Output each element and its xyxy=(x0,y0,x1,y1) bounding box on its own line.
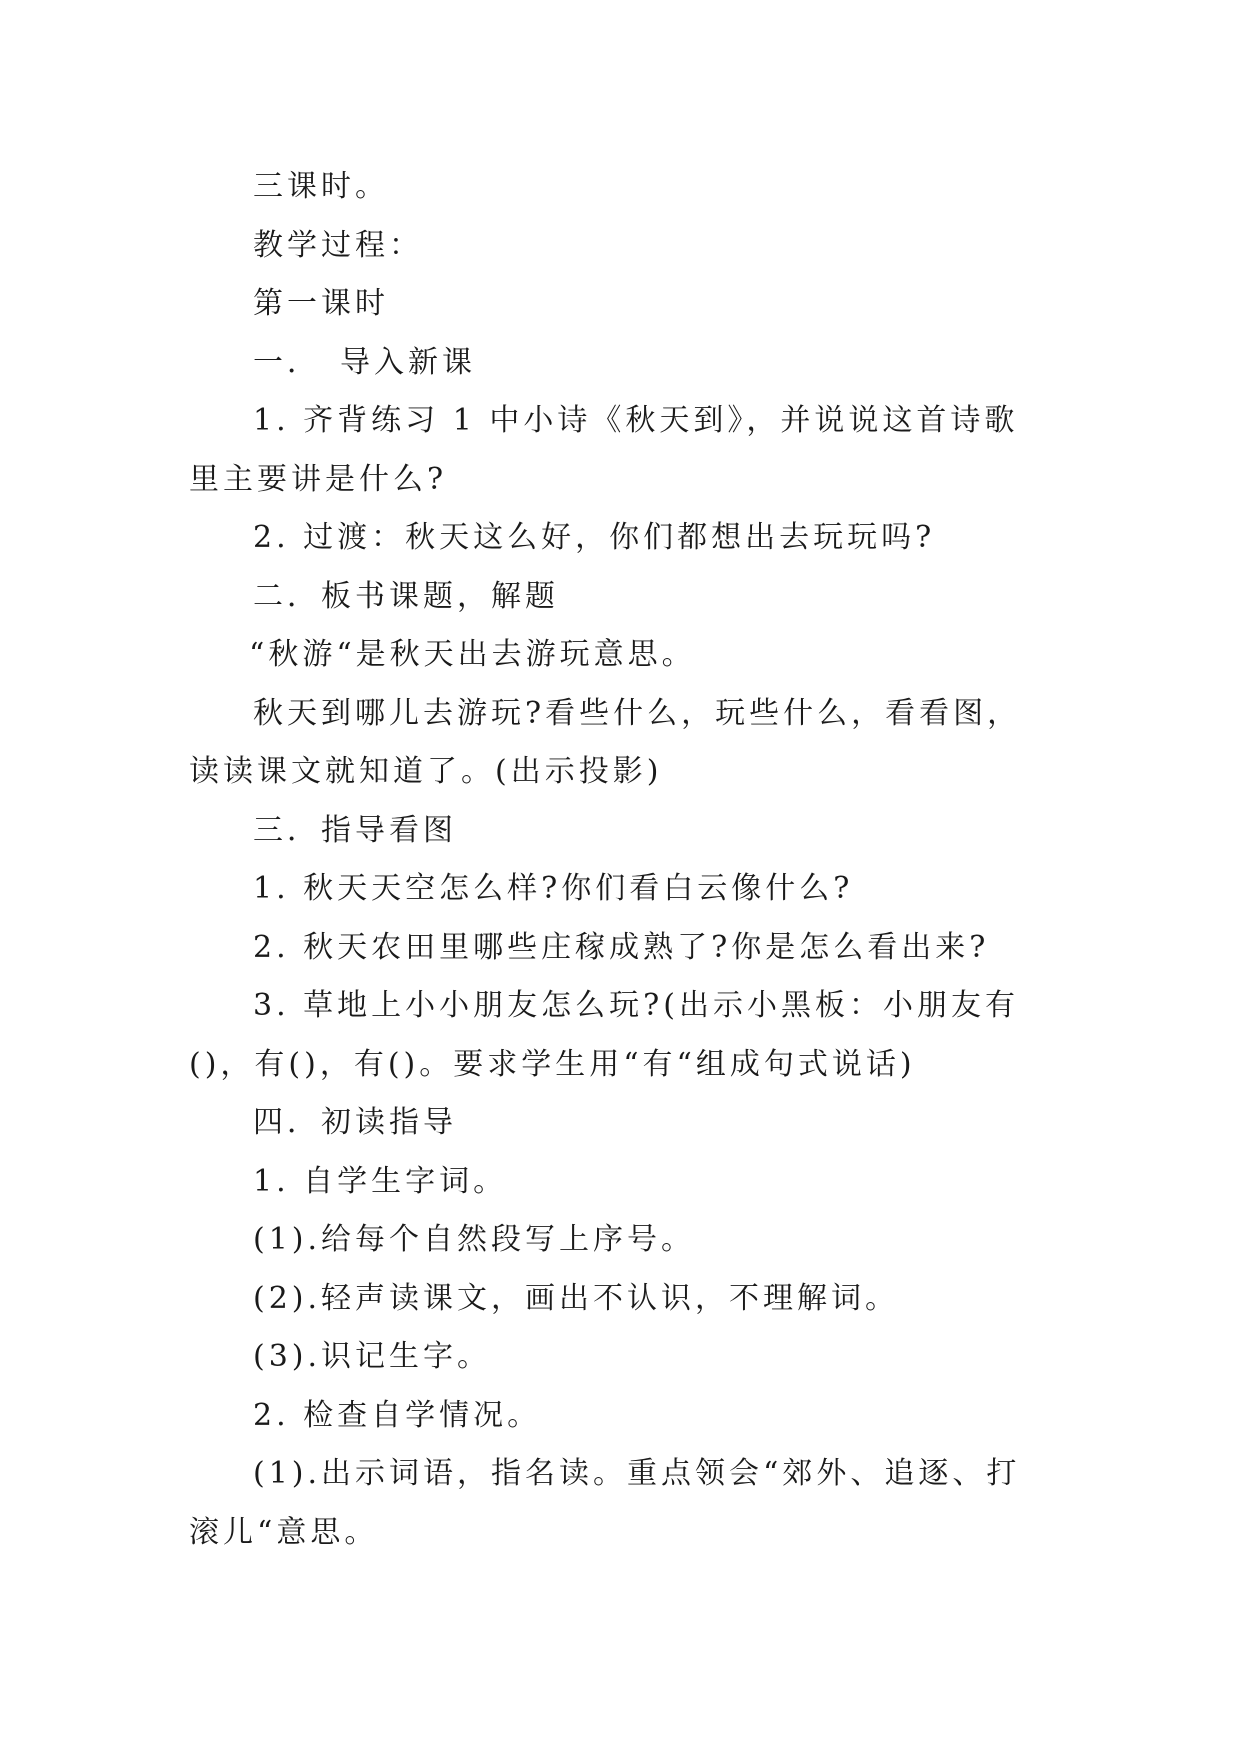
paragraph-check-study: 2. 检查自学情况。 xyxy=(253,1397,542,1433)
paragraph-where-to-go: 秋天到哪儿去游玩?看些什么，玩些什么，看看图，读读课文就知道了。(出示投影) xyxy=(189,695,1022,789)
paragraph-transition: 2. 过渡：秋天这么好，你们都想出去玩玩吗? xyxy=(253,520,936,555)
paragraph-show-words: (1).出示词语，指名读。重点领会“郊外、追逐、打滚儿“意思。 xyxy=(189,1456,1021,1550)
paragraph-teaching-process: 教学过程： xyxy=(253,227,423,263)
section-heading-first-reading: 四．初读指导 xyxy=(253,1105,457,1140)
paragraph-autumn-outing: “秋游“是秋天出去游玩意思。 xyxy=(249,637,696,672)
section-heading-intro: 一． 导入新课 xyxy=(253,344,476,380)
section-heading-title: 二．板书课题，解题 xyxy=(253,578,559,614)
paragraph-class-hours: 三课时。 xyxy=(253,169,389,204)
paragraph-sky-question: 1. 秋天天空怎么样?你们看白云像什么? xyxy=(253,871,854,906)
paragraph-number-sections: (1).给每个自然段写上序号。 xyxy=(253,1222,696,1257)
paragraph-crops-question: 2. 秋天农田里哪些庄稼成熟了?你是怎么看出来? xyxy=(253,929,990,965)
paragraph-read-softly: (2).轻声读课文，画出不认识，不理解词。 xyxy=(253,1280,900,1316)
paragraph-first-lesson: 第一课时 xyxy=(253,286,389,321)
section-heading-picture: 三．指导看图 xyxy=(253,812,457,848)
document-body xyxy=(189,158,1049,1562)
paragraph-grass-question: 3. 草地上小小朋友怎么玩?(出示小黑板：小朋友有()，有()，有()。要求学生用“有“组成句式说话) xyxy=(189,988,1019,1082)
paragraph-self-study: 1. 自学生字词。 xyxy=(253,1163,508,1199)
paragraph-memorize-words: (3).识记生字。 xyxy=(253,1339,492,1374)
paragraph-recite-poem: 1. 齐背练习 1 中小诗《秋天到》，并说说这首诗歌里主要讲是什么? xyxy=(189,403,1019,497)
